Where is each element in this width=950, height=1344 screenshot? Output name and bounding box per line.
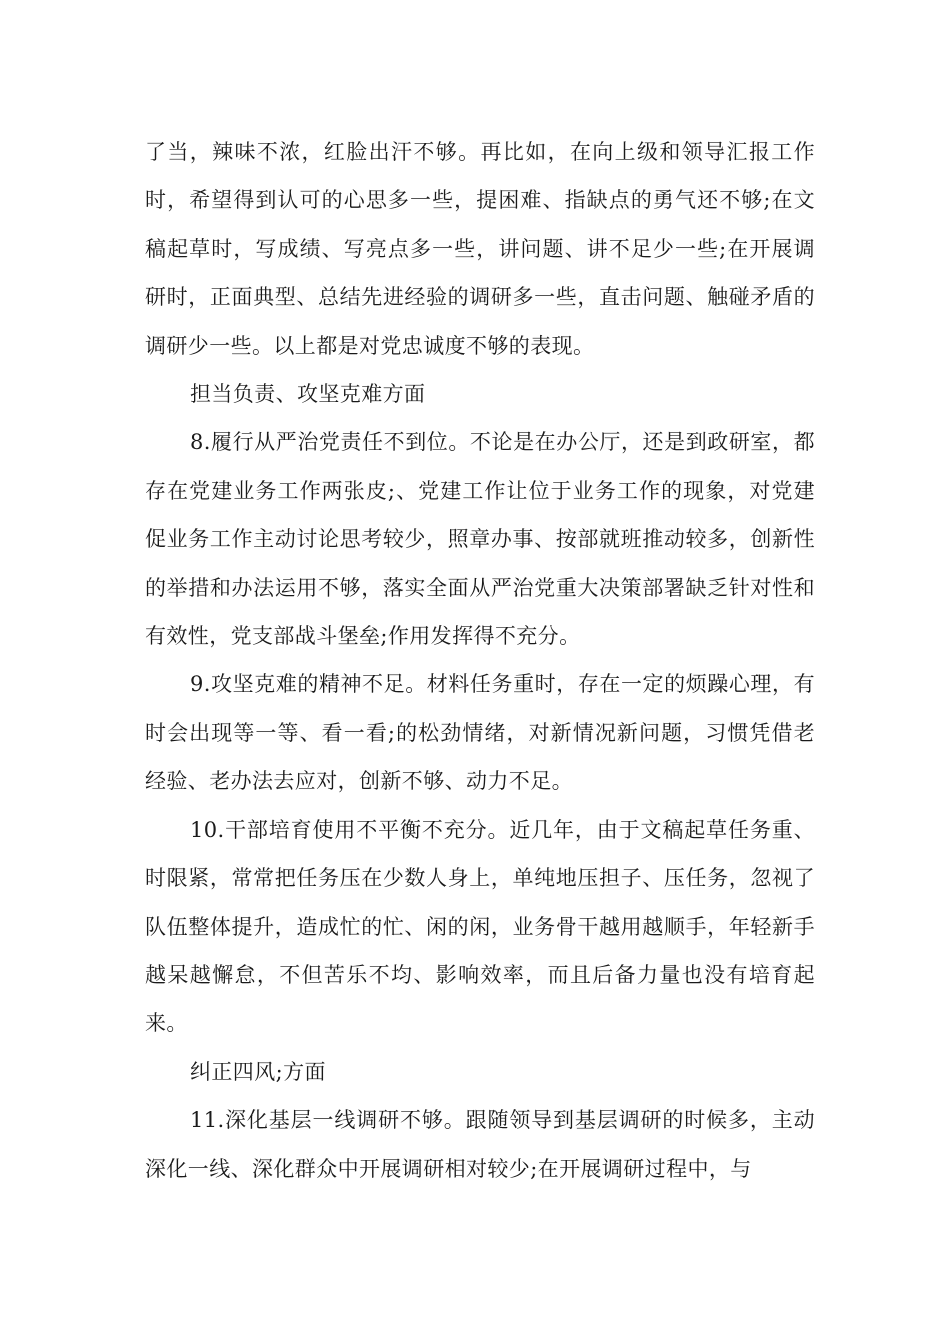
paragraph-item-9: 9.攻坚克难的精神不足。材料任务重时，存在一定的烦躁心理，有时会出现等一等、看一看;的松劲情绪，对新情况新问题，习惯凭借老经验、老办法去应对，创新不够、动力不足。 <box>145 672 815 794</box>
paragraph-item-11: 11.深化基层一线调研不够。跟随领导到基层调研的时候多，主动深化一线、深化群众中开展调研相对较少;在开展调研过程中，与 <box>145 1108 815 1181</box>
paragraph-continuation: 了当，辣味不浓，红脸出汗不够。再比如，在向上级和领导汇报工作时，希望得到认可的心思多一些，提困难、指缺点的勇气还不够;在文稿起草时，写成绩、写亮点多一些，讲问题、讲不足少一些;在开展调研时，正面典型、总结先进经验的调研多一些，直击问题、触碰矛盾的调研少一些。以上都是对党忠诚度不够的表现。 <box>145 140 815 358</box>
document-body <box>145 128 815 1193</box>
paragraph-item-8: 8.履行从严治党责任不到位。不论是在办公厅，还是到政研室，都存在党建业务工作两张皮;、党建工作让位于业务工作的现象，对党建促业务工作主动讨论思考较少，照章办事、按部就班推动较多，创新性的举措和办法运用不够，落实全面从严治党重大决策部署缺乏针对性和有效性，党支部战斗堡垒;作用发挥得不充分。 <box>145 430 815 649</box>
section-heading-four-winds: 纠正四风;方面 <box>190 1059 326 1084</box>
paragraph-item-10: 10.干部培育使用不平衡不充分。近几年，由于文稿起草任务重、时限紧，常常把任务压在少数人身上，单纯地压担子、压任务，忽视了队伍整体提升，造成忙的忙、闲的闲，业务骨干越用越顺手，年轻新手越呆越懈怠，不但苦乐不均、影响效率，而且后备力量也没有培育起来。 <box>145 817 815 1036</box>
section-heading-responsibility: 担当负责、攻坚克难方面 <box>190 382 426 407</box>
